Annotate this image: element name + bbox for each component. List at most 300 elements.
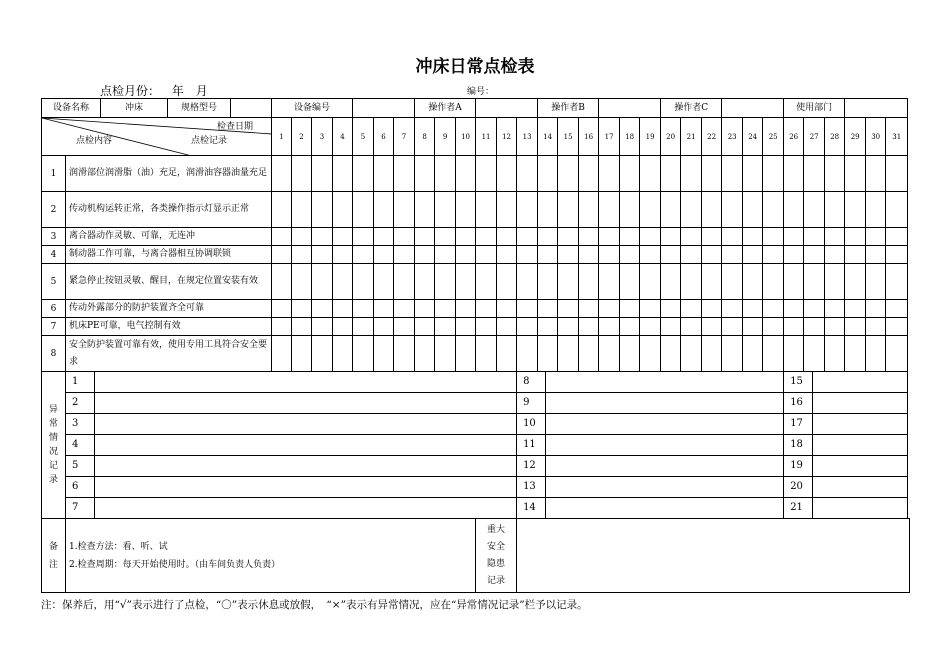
abnormal-entry[interactable] [517, 498, 784, 519]
check-cell[interactable] [743, 192, 763, 228]
check-cell[interactable] [743, 246, 763, 264]
check-cell[interactable] [599, 192, 620, 228]
check-cell[interactable] [722, 228, 743, 246]
check-cell[interactable] [374, 192, 394, 228]
check-cell[interactable] [579, 318, 599, 336]
check-cell[interactable] [784, 336, 804, 372]
check-cell[interactable] [312, 192, 333, 228]
check-cell[interactable] [886, 246, 908, 264]
check-cell[interactable] [497, 318, 517, 336]
abnormal-no: 17 [784, 414, 813, 434]
check-cell[interactable] [538, 336, 558, 372]
check-cell[interactable] [661, 246, 681, 264]
check-cell[interactable] [784, 264, 804, 300]
check-cell[interactable] [517, 318, 538, 336]
check-cell[interactable] [702, 336, 722, 372]
check-cell[interactable] [538, 228, 558, 246]
check-cell[interactable] [435, 228, 456, 246]
check-cell[interactable] [538, 300, 558, 318]
abnormal-no: 10 [517, 414, 546, 434]
check-cell[interactable] [722, 264, 743, 300]
diagonal-header [42, 118, 272, 156]
check-cell[interactable] [620, 246, 640, 264]
check-cell[interactable] [784, 318, 804, 336]
check-cell[interactable] [681, 300, 702, 318]
check-cell[interactable] [784, 228, 804, 246]
check-cell[interactable] [333, 156, 353, 192]
check-cell[interactable] [886, 318, 908, 336]
day-header-row [42, 118, 910, 156]
abnormal-entry[interactable] [66, 477, 517, 498]
check-cell[interactable] [866, 318, 886, 336]
check-item-no: 8 [42, 336, 66, 372]
check-cell[interactable] [476, 192, 497, 228]
check-cell[interactable] [353, 156, 374, 192]
check-cell[interactable] [763, 318, 784, 336]
check-cell[interactable] [456, 264, 476, 300]
day-header: 12 [497, 118, 517, 156]
check-cell[interactable] [845, 156, 866, 192]
check-cell[interactable] [394, 336, 415, 372]
check-cell[interactable] [312, 246, 333, 264]
check-cell[interactable] [763, 192, 784, 228]
check-cell[interactable] [599, 228, 620, 246]
check-cell[interactable] [333, 228, 353, 246]
check-cell[interactable] [497, 246, 517, 264]
check-cell[interactable] [579, 300, 599, 318]
check-cell[interactable] [804, 300, 825, 318]
check-cell[interactable] [272, 228, 292, 246]
check-cell[interactable] [845, 228, 866, 246]
check-cell[interactable] [415, 228, 435, 246]
check-cell[interactable] [804, 318, 825, 336]
check-cell[interactable] [292, 192, 312, 228]
check-cell[interactable] [497, 336, 517, 372]
check-cell[interactable] [456, 228, 476, 246]
check-month-label: 点检月份： [100, 84, 161, 98]
check-cell[interactable] [640, 336, 661, 372]
check-cell[interactable] [415, 318, 435, 336]
check-cell[interactable] [517, 300, 538, 318]
abnormal-entry[interactable] [784, 435, 908, 456]
check-cell[interactable] [476, 300, 497, 318]
abnormal-no: 8 [517, 372, 546, 392]
abnormal-no: 16 [784, 393, 813, 413]
check-cell[interactable] [599, 246, 620, 264]
check-cell[interactable] [640, 192, 661, 228]
abnormal-no: 3 [66, 414, 95, 434]
check-cell[interactable] [722, 246, 743, 264]
day-header: 22 [702, 118, 722, 156]
day-header: 5 [353, 118, 374, 156]
check-cell[interactable] [784, 246, 804, 264]
check-cell[interactable] [538, 246, 558, 264]
check-cell[interactable] [886, 336, 908, 372]
check-cell[interactable] [456, 156, 476, 192]
check-cell[interactable] [866, 246, 886, 264]
abnormal-entry[interactable] [66, 456, 517, 477]
check-cell[interactable] [702, 228, 722, 246]
check-cell[interactable] [722, 156, 743, 192]
check-cell[interactable] [292, 246, 312, 264]
check-cell[interactable] [538, 264, 558, 300]
check-cell[interactable] [825, 336, 845, 372]
check-cell[interactable] [415, 264, 435, 300]
check-cell[interactable] [353, 192, 374, 228]
check-cell[interactable] [476, 318, 497, 336]
check-cell[interactable] [620, 264, 640, 300]
check-cell[interactable] [702, 246, 722, 264]
check-cell[interactable] [497, 192, 517, 228]
remarks-label [42, 519, 66, 593]
check-cell[interactable] [845, 318, 866, 336]
day-header: 13 [517, 118, 538, 156]
check-cell[interactable] [558, 192, 579, 228]
check-cell[interactable] [517, 246, 538, 264]
check-cell[interactable] [702, 192, 722, 228]
check-cell[interactable] [743, 318, 763, 336]
check-cell[interactable] [702, 318, 722, 336]
hazard-record[interactable] [517, 519, 910, 593]
check-cell[interactable] [394, 228, 415, 246]
check-cell[interactable] [558, 228, 579, 246]
check-cell[interactable] [825, 318, 845, 336]
check-cell[interactable] [661, 228, 681, 246]
check-cell[interactable] [804, 228, 825, 246]
check-cell[interactable] [722, 300, 743, 318]
check-cell[interactable] [538, 156, 558, 192]
check-cell[interactable] [825, 228, 845, 246]
check-cell[interactable] [620, 192, 640, 228]
check-cell[interactable] [558, 300, 579, 318]
check-cell[interactable] [558, 264, 579, 300]
check-cell[interactable] [866, 264, 886, 300]
day-header: 14 [538, 118, 558, 156]
check-cell[interactable] [456, 192, 476, 228]
abnormal-entry[interactable] [784, 477, 908, 498]
check-cell[interactable] [681, 246, 702, 264]
check-cell[interactable] [763, 246, 784, 264]
check-cell[interactable] [599, 264, 620, 300]
check-cell[interactable] [866, 228, 886, 246]
check-cell[interactable] [497, 300, 517, 318]
check-cell[interactable] [866, 336, 886, 372]
check-cell[interactable] [333, 246, 353, 264]
check-cell[interactable] [394, 318, 415, 336]
check-cell[interactable] [866, 300, 886, 318]
check-cell[interactable] [804, 246, 825, 264]
check-cell[interactable] [763, 336, 784, 372]
check-cell[interactable] [825, 192, 845, 228]
check-cell[interactable] [845, 192, 866, 228]
abnormal-entry[interactable] [66, 393, 517, 414]
check-cell[interactable] [456, 246, 476, 264]
check-cell[interactable] [825, 264, 845, 300]
abnormal-entry[interactable] [66, 372, 517, 393]
check-cell[interactable] [681, 264, 702, 300]
check-cell[interactable] [804, 192, 825, 228]
check-cell[interactable] [763, 156, 784, 192]
check-cell[interactable] [353, 228, 374, 246]
check-cell[interactable] [599, 318, 620, 336]
check-cell[interactable] [292, 336, 312, 372]
check-cell[interactable] [497, 156, 517, 192]
check-cell[interactable] [825, 156, 845, 192]
check-cell[interactable] [640, 246, 661, 264]
check-cell[interactable] [681, 192, 702, 228]
abnormal-entry[interactable] [66, 414, 517, 435]
check-cell[interactable] [825, 246, 845, 264]
check-cell[interactable] [476, 336, 497, 372]
check-cell[interactable] [394, 300, 415, 318]
check-cell[interactable] [394, 156, 415, 192]
check-cell[interactable] [272, 318, 292, 336]
check-cell[interactable] [661, 300, 681, 318]
abnormal-no: 20 [784, 477, 813, 497]
check-cell[interactable] [620, 228, 640, 246]
check-cell[interactable] [394, 246, 415, 264]
check-cell[interactable] [681, 318, 702, 336]
check-cell[interactable] [333, 192, 353, 228]
check-cell[interactable] [517, 192, 538, 228]
check-cell[interactable] [743, 228, 763, 246]
check-cell[interactable] [435, 192, 456, 228]
check-cell[interactable] [517, 264, 538, 300]
check-cell[interactable] [579, 336, 599, 372]
check-cell[interactable] [374, 156, 394, 192]
check-cell[interactable] [640, 318, 661, 336]
check-cell[interactable] [333, 300, 353, 318]
check-cell[interactable] [620, 318, 640, 336]
check-cell[interactable] [312, 336, 333, 372]
check-cell[interactable] [353, 336, 374, 372]
check-cell[interactable] [886, 156, 908, 192]
check-cell[interactable] [374, 246, 394, 264]
check-cell[interactable] [435, 264, 456, 300]
check-cell[interactable] [292, 300, 312, 318]
check-cell[interactable] [743, 156, 763, 192]
abnormal-entry[interactable] [517, 414, 784, 435]
check-cell[interactable] [456, 300, 476, 318]
abnormal-entry[interactable] [517, 477, 784, 498]
check-cell[interactable] [374, 336, 394, 372]
abnormal-no: 21 [784, 498, 813, 518]
check-cell[interactable] [661, 336, 681, 372]
check-cell[interactable] [825, 300, 845, 318]
check-cell[interactable] [640, 228, 661, 246]
check-cell[interactable] [312, 318, 333, 336]
check-cell[interactable] [661, 156, 681, 192]
check-cell[interactable] [415, 336, 435, 372]
check-cell[interactable] [558, 246, 579, 264]
check-cell[interactable] [292, 156, 312, 192]
diag-date-label: 检查日期 [216, 122, 253, 132]
check-cell[interactable] [517, 228, 538, 246]
abnormal-entry[interactable] [517, 456, 784, 477]
check-cell[interactable] [476, 156, 497, 192]
check-cell[interactable] [886, 192, 908, 228]
abnormal-entry[interactable] [784, 498, 908, 519]
check-cell[interactable] [497, 228, 517, 246]
check-cell[interactable] [374, 300, 394, 318]
check-cell[interactable] [722, 336, 743, 372]
check-cell[interactable] [558, 318, 579, 336]
check-cell[interactable] [599, 336, 620, 372]
check-cell[interactable] [394, 192, 415, 228]
check-cell[interactable] [640, 300, 661, 318]
check-cell[interactable] [579, 264, 599, 300]
check-cell[interactable] [784, 192, 804, 228]
check-cell[interactable] [804, 156, 825, 192]
abnormal-no: 12 [517, 456, 546, 476]
remark-line-1: 1.检查方法：看、听、试 [69, 541, 168, 552]
check-cell[interactable] [661, 192, 681, 228]
check-cell[interactable] [845, 264, 866, 300]
check-cell[interactable] [272, 336, 292, 372]
abnormal-entry[interactable] [784, 456, 908, 477]
check-cell[interactable] [312, 228, 333, 246]
check-cell[interactable] [763, 300, 784, 318]
check-cell[interactable] [353, 318, 374, 336]
check-cell[interactable] [394, 264, 415, 300]
day-header: 24 [743, 118, 763, 156]
check-cell[interactable] [415, 300, 435, 318]
check-cell[interactable] [599, 156, 620, 192]
check-cell[interactable] [640, 156, 661, 192]
check-cell[interactable] [681, 228, 702, 246]
check-cell[interactable] [292, 318, 312, 336]
check-cell[interactable] [722, 192, 743, 228]
check-cell[interactable] [415, 246, 435, 264]
check-cell[interactable] [476, 264, 497, 300]
check-cell[interactable] [312, 264, 333, 300]
check-cell[interactable] [517, 336, 538, 372]
abnormal-entry[interactable] [784, 393, 908, 414]
abnormal-entry[interactable] [517, 435, 784, 456]
operator-c-value [722, 99, 784, 118]
check-cell[interactable] [476, 228, 497, 246]
check-cell[interactable] [702, 300, 722, 318]
check-cell[interactable] [702, 156, 722, 192]
check-cell[interactable] [353, 246, 374, 264]
check-cell[interactable] [845, 246, 866, 264]
check-cell[interactable] [579, 228, 599, 246]
day-header: 3 [312, 118, 333, 156]
check-cell[interactable] [353, 264, 374, 300]
check-cell[interactable] [435, 300, 456, 318]
remarks-label-char: 备 [48, 541, 58, 552]
check-cell[interactable] [845, 300, 866, 318]
check-cell[interactable] [292, 228, 312, 246]
check-cell[interactable] [620, 336, 640, 372]
check-cell[interactable] [312, 156, 333, 192]
check-cell[interactable] [476, 246, 497, 264]
check-cell[interactable] [681, 336, 702, 372]
check-cell[interactable] [681, 156, 702, 192]
check-cell[interactable] [558, 156, 579, 192]
day-header: 2 [292, 118, 312, 156]
check-cell[interactable] [333, 336, 353, 372]
check-cell[interactable] [272, 192, 292, 228]
check-cell[interactable] [435, 156, 456, 192]
check-cell[interactable] [579, 192, 599, 228]
check-cell[interactable] [333, 264, 353, 300]
abnormal-entry[interactable] [66, 435, 517, 456]
abnormal-no: 6 [66, 477, 95, 497]
check-item-no: 7 [42, 318, 66, 336]
check-cell[interactable] [866, 192, 886, 228]
check-cell[interactable] [599, 300, 620, 318]
abnormal-entry[interactable] [517, 372, 784, 393]
check-cell[interactable] [784, 300, 804, 318]
abnormal-entry[interactable] [784, 414, 908, 435]
abnormal-entry[interactable] [66, 498, 517, 519]
check-cell[interactable] [272, 246, 292, 264]
check-cell[interactable] [538, 318, 558, 336]
check-cell[interactable] [702, 264, 722, 300]
check-cell[interactable] [784, 156, 804, 192]
check-cell[interactable] [415, 156, 435, 192]
check-cell[interactable] [497, 264, 517, 300]
check-cell[interactable] [579, 156, 599, 192]
check-cell[interactable] [763, 264, 784, 300]
check-cell[interactable] [886, 300, 908, 318]
check-cell[interactable] [415, 192, 435, 228]
check-cell[interactable] [292, 264, 312, 300]
check-cell[interactable] [661, 264, 681, 300]
check-cell[interactable] [743, 264, 763, 300]
check-cell[interactable] [722, 318, 743, 336]
check-cell[interactable] [804, 264, 825, 300]
check-cell[interactable] [640, 264, 661, 300]
check-cell[interactable] [866, 156, 886, 192]
check-cell[interactable] [661, 318, 681, 336]
check-cell[interactable] [312, 300, 333, 318]
check-cell[interactable] [272, 300, 292, 318]
check-cell[interactable] [374, 318, 394, 336]
check-cell[interactable] [435, 318, 456, 336]
check-cell[interactable] [886, 228, 908, 246]
check-cell[interactable] [517, 156, 538, 192]
check-cell[interactable] [353, 300, 374, 318]
check-cell[interactable] [333, 318, 353, 336]
check-cell[interactable] [374, 264, 394, 300]
abnormal-label-char: 记 [48, 461, 58, 471]
check-cell[interactable] [435, 336, 456, 372]
check-cell[interactable] [620, 300, 640, 318]
check-cell[interactable] [456, 336, 476, 372]
abnormal-entry[interactable] [517, 393, 784, 414]
check-cell[interactable] [272, 264, 292, 300]
check-cell[interactable] [558, 336, 579, 372]
check-cell[interactable] [456, 318, 476, 336]
check-cell[interactable] [272, 156, 292, 192]
check-cell[interactable] [579, 246, 599, 264]
check-cell[interactable] [845, 336, 866, 372]
check-cell[interactable] [743, 300, 763, 318]
check-cell[interactable] [435, 246, 456, 264]
check-cell[interactable] [374, 228, 394, 246]
abnormal-entry[interactable] [784, 372, 908, 393]
check-cell[interactable] [620, 156, 640, 192]
check-cell[interactable] [804, 336, 825, 372]
check-cell[interactable] [743, 336, 763, 372]
check-cell[interactable] [538, 192, 558, 228]
dept-label: 使用部门 [784, 99, 845, 118]
check-cell[interactable] [763, 228, 784, 246]
check-cell[interactable] [886, 264, 908, 300]
check-item-no: 6 [42, 300, 66, 318]
